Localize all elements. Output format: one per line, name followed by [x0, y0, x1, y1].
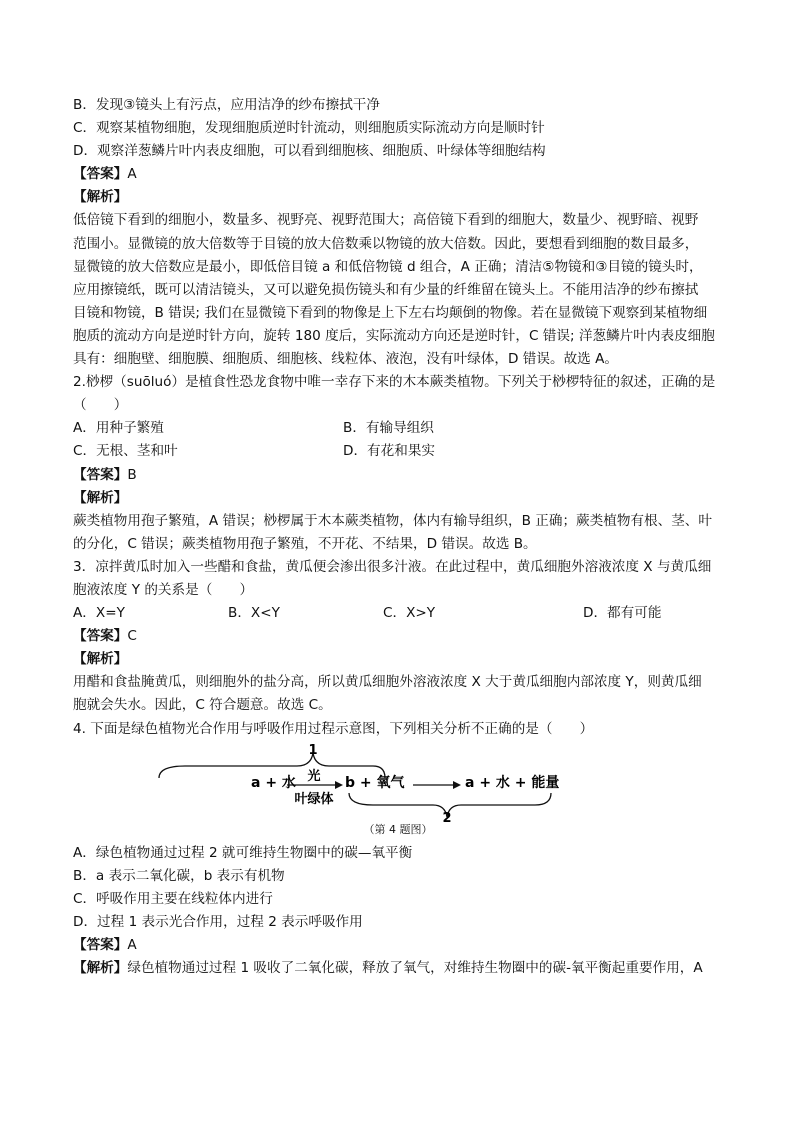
q3-analysis-tag: 【解析】 [73, 651, 128, 668]
middle-products: b + 氧气 [345, 774, 405, 791]
analysis-line: 应用擦镜纸，既可以清洁镜头，又可以避免损伤镜头和有少量的纤维留在镜头上。不能用洁净的纱布擦拭 [73, 281, 699, 298]
analysis-line: 的分化，C 错误；蕨类植物用孢子繁殖，不开花、不结果，D 错误。故选 B。 [73, 535, 537, 552]
q1-options [73, 94, 723, 163]
q2-options-row1 [73, 417, 723, 440]
q3-options [73, 602, 723, 625]
label-1: 1 [308, 742, 318, 758]
q4-stem: 4. 下面是绿色植物光合作用与呼吸作用过程示意图，下列相关分析不正确的是（ ） [73, 720, 594, 737]
q2-analysis-tag: 【解析】 [73, 489, 128, 506]
q2-answer [73, 464, 723, 487]
q4-option-b: B．a 表示二氧化碳，b 表示有机物 [73, 867, 285, 884]
q1-answer [73, 163, 723, 186]
q3-option-b: B．X<Y [228, 605, 280, 622]
q3-answer [73, 625, 723, 648]
label-2: 2 [442, 810, 452, 823]
answer-tag: 【答案】 [73, 937, 128, 953]
q1-option-d: D．观察洋葱鳞片叶内表皮细胞，可以看到细胞核、细胞质、叶绿体等细胞结构 [73, 143, 546, 160]
q2-option-b: B．有输导组织 [343, 420, 434, 437]
page-content [73, 94, 723, 980]
q1-option-b: B．发现③镜头上有污点，应用洁净的纱布擦拭干净 [73, 97, 380, 113]
answer-tag: 【答案】 [73, 466, 128, 483]
answer-tag: 【答案】 [73, 628, 128, 645]
analysis-line: 蕨类植物用孢子繁殖，A 错误；桫椤属于木本蕨类植物，体内有输导组织，B 正确；蕨类植物有根、茎、叶 [73, 512, 712, 529]
analysis-line: 胞就会失水。因此，C 符合题意。故选 C。 [73, 697, 332, 714]
final-products: a + 水 + 能量 [465, 774, 560, 791]
q2-stem-blank: （ ） [73, 397, 128, 414]
answer-value: B [127, 466, 137, 483]
q2-options-row2 [73, 440, 723, 463]
q4-option-c: C．呼吸作用主要在线粒体内进行 [73, 890, 273, 907]
q2-option-d: D．有花和果实 [343, 443, 436, 460]
answer-value: A [127, 937, 137, 953]
answer-value: C [127, 628, 137, 645]
analysis-tag: 【解析】 [73, 960, 128, 977]
process-diagram [73, 743, 723, 823]
q2-option-a: A．用种子繁殖 [73, 420, 164, 437]
figure-caption: （第 4 题图） [363, 822, 433, 836]
q3-option-d: D．都有可能 [583, 605, 662, 622]
analysis-line: 用醋和食盐腌黄瓜，则细胞外的盐分高，所以黄瓜细胞外溶液浓度 X 大于黄瓜细胞内部浓度 Y，则黄瓜细 [73, 674, 702, 691]
analysis-line: 胞质的流动方向是逆时针方向，旋转 180 度后，实际流动方向还是逆时针，C 错误; 洋葱鳞片叶内表皮细胞 [73, 327, 715, 344]
analysis-line: 显微镜的放大倍数应是最小，即低倍目镜 a 和低倍物镜 d 组合，A 正确；清洁⑤物镜和③目镜的镜头时， [73, 258, 703, 275]
analysis-line: 绿色植物通过过程 1 吸收了二氧化碳，释放了氧气，对维持生物圈中的碳-氧平衡起重要作用，A [127, 960, 703, 977]
q3-stem: 3．凉拌黄瓜时加入一些醋和食盐，黄瓜便会渗出很多汁液。在此过程中，黄瓜细胞外溶液浓度 X 与黄瓜细 [73, 558, 712, 575]
q4-analysis [73, 957, 723, 980]
reactants: a + 水 [251, 774, 296, 791]
analysis-line: 低倍镜下看到的细胞小，数量多、视野亮、视野范围大；高倍镜下看到的细胞大，数量少、视野暗、视野 [73, 212, 699, 229]
q1-option-c: C．观察某植物细胞，发现细胞质逆时针流动，则细胞质实际流动方向是顺时针 [73, 120, 545, 137]
condition-light: 光 [307, 768, 321, 784]
q1-analysis [73, 209, 723, 371]
q3-option-a: A．X=Y [73, 605, 125, 622]
arrowhead-icon [453, 781, 461, 789]
analysis-line: 范围小。显微镜的放大倍数等于目镜的放大倍数乘以物镜的放大倍数。因此，要想看到细胞的数目最多， [73, 235, 699, 252]
condition-chloroplast: 叶绿体 [294, 791, 334, 807]
q2-option-c: C．无根、茎和叶 [73, 443, 178, 460]
q4-answer [73, 934, 723, 957]
answer-value: A [127, 166, 137, 183]
q3-stem-line2: 胞液浓度 Y 的关系是（ ） [73, 581, 254, 598]
q4-option-a: A．绿色植物通过过程 2 就可维持生物圈中的碳—氧平衡 [73, 844, 413, 861]
answer-tag: 【答案】 [73, 166, 128, 183]
q4-diagram [73, 743, 723, 838]
q4-option-d: D．过程 1 表示光合作用，过程 2 表示呼吸作用 [73, 913, 363, 930]
analysis-line: 目镜和物镜，B 错误; 我们在显微镜下看到的物像是上下左右均颠倒的物像。若在显微镜下观察到某植物细 [73, 304, 708, 321]
q2-stem: 2.桫椤（suōluó）是植食性恐龙食物中唯一幸存下来的木本蕨类植物。下列关于桫椤特征的叙述，正确的是 [73, 374, 716, 391]
q1-analysis-tag: 【解析】 [73, 189, 128, 206]
q3-option-c: C．X>Y [383, 605, 436, 622]
analysis-line: 具有：细胞壁、细胞膜、细胞质、细胞核、线粒体、液泡，没有叶绿体，D 错误。故选 A。 [73, 351, 618, 368]
arrowhead-icon [335, 781, 343, 789]
